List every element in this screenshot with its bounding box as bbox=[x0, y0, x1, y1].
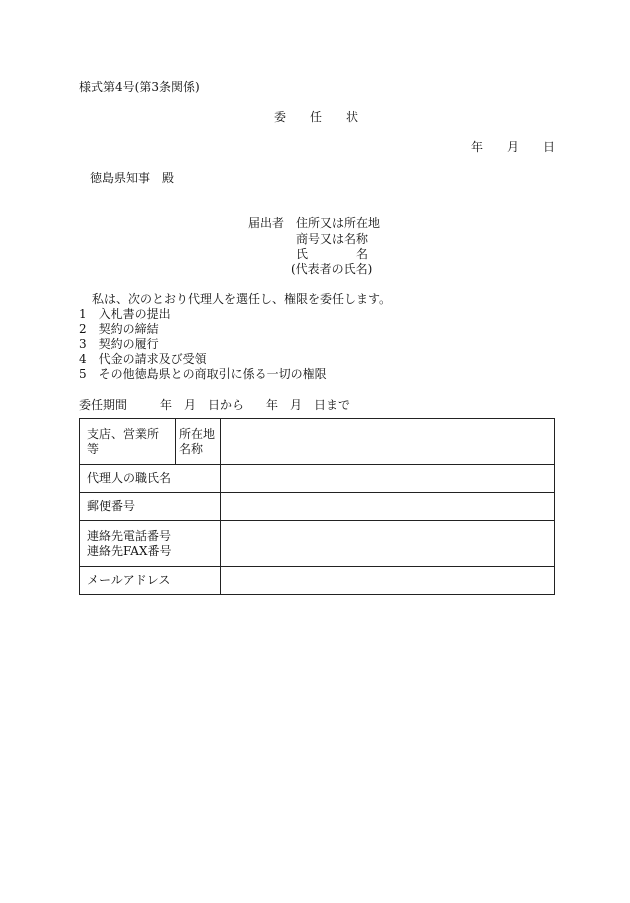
table-row bbox=[80, 493, 555, 521]
agent-name-value-cell[interactable] bbox=[221, 465, 555, 493]
postal-value-cell[interactable] bbox=[221, 493, 555, 521]
list-item: 3 契約の履行 bbox=[79, 337, 159, 351]
list-item: 1 入札書の提出 bbox=[79, 307, 171, 321]
table-row bbox=[80, 419, 555, 465]
form-number: 様式第4号(第3条関係) bbox=[79, 80, 200, 94]
applicant-name-label: 氏 名 bbox=[296, 247, 369, 261]
email-label: メールアドレス bbox=[80, 567, 221, 595]
branch-value-cell[interactable] bbox=[221, 419, 555, 465]
list-item: 5 その他徳島県との商取引に係る一切の権限 bbox=[79, 367, 327, 381]
intro-text: 私は、次のとおり代理人を選任し、権限を委任します。 bbox=[92, 292, 392, 306]
location-name-label bbox=[176, 419, 221, 465]
postal-label: 郵便番号 bbox=[80, 493, 221, 521]
list-item: 4 代金の請求及び受領 bbox=[79, 352, 207, 366]
list-item: 2 契約の締結 bbox=[79, 322, 159, 336]
period-from: 年 月 日から bbox=[160, 398, 245, 412]
table-row bbox=[80, 521, 555, 567]
applicant-business-name-label: 商号又は名称 bbox=[296, 232, 369, 246]
period-to: 年 月 日まで bbox=[266, 398, 351, 412]
applicant-label: 届出者 bbox=[248, 216, 285, 230]
document-title: 委 任 状 bbox=[274, 110, 359, 124]
addressee: 徳島県知事 殿 bbox=[90, 171, 175, 185]
period-label: 委任期間 bbox=[79, 398, 128, 412]
phone-label: 連絡先電話番号 bbox=[87, 528, 172, 543]
contact-value-cell[interactable] bbox=[221, 521, 555, 567]
agent-info-table bbox=[79, 418, 555, 595]
branch-label: 支店、営業所等 bbox=[80, 419, 176, 465]
email-value-cell[interactable] bbox=[221, 567, 555, 595]
applicant-representative-label: (代表者の氏名) bbox=[291, 262, 373, 276]
fax-label: 連絡先FAX番号 bbox=[87, 543, 172, 558]
table-row bbox=[80, 567, 555, 595]
table-row bbox=[80, 465, 555, 493]
name-label: 名称 bbox=[179, 441, 204, 456]
agent-name-label: 代理人の職氏名 bbox=[80, 465, 221, 493]
location-label: 所在地 bbox=[179, 426, 216, 441]
contact-label-cell bbox=[80, 521, 221, 567]
date-field: 年 月 日 bbox=[471, 140, 556, 154]
applicant-address-label: 住所又は所在地 bbox=[296, 216, 381, 230]
